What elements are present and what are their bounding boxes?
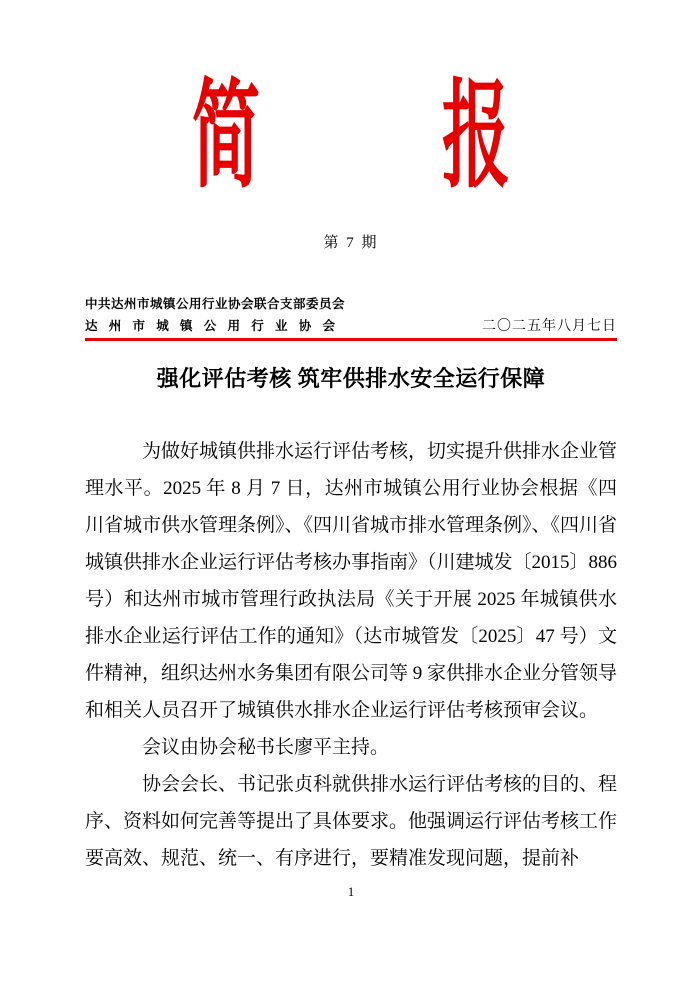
masthead-char: 报 bbox=[442, 71, 511, 202]
page-number: 1 bbox=[347, 884, 355, 899]
org-association-line: 达州市城镇公用行业协会 bbox=[85, 319, 335, 333]
body-paragraph: 会议由协会秘书长廖平主持。 bbox=[142, 737, 390, 758]
issue-number: 第 7 期 bbox=[323, 235, 379, 251]
org-committee-line: 中共达州市城镇公用行业协会联合支部委员会 bbox=[85, 297, 346, 311]
article-title: 强化评估考核 筑牢供排水安全运行保障 bbox=[156, 366, 546, 391]
body-paragraph: 为做好城镇供排水运行评估考核，切实提升供排水企业管理水平。2025 年 8 月 7 日，达州市城镇公用行业协会根据《四川省城市供水管理条例》、《四川省城市排水管理条例》、《四川省城镇供排水企业运行评估考核办事指南》（川建城发〔2015〕886 号）和达州市城市管理行政执法局《关于开展 2025 年城镇供水排水企业运行评估工作的通知》（达市城管发〔2025〕47 号）文件精神，组织达州水务集团有限公司等 9 家供排水企业分管领导和相关人员召开了城镇供水排水企业运行评估考核预审会议。 bbox=[85, 441, 618, 721]
body-paragraph: 协会会长、书记张贞科就供排水运行评估考核的目的、程序、资料如何完善等提出了具体要求。他强调运行评估考核工作要高效、规范、统一、有序进行，要精准发现问题，提前补 bbox=[85, 774, 618, 869]
issue-date: 二〇二五年八月七日 bbox=[482, 319, 617, 334]
masthead-title bbox=[85, 71, 617, 202]
masthead-char: 简 bbox=[191, 71, 260, 202]
article-body bbox=[85, 433, 617, 877]
org-block bbox=[85, 293, 617, 338]
red-divider-rule bbox=[85, 338, 617, 341]
org-association-row bbox=[85, 315, 617, 338]
